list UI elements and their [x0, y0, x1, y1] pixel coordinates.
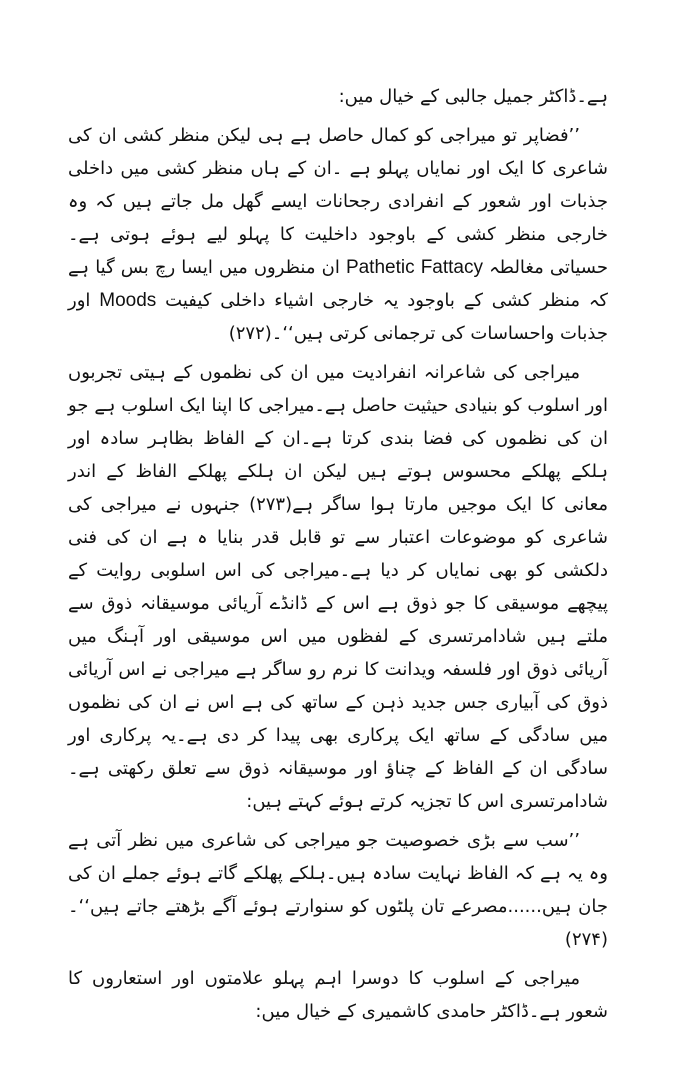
paragraph-line: موسیقی اور آہنگ میں آریائی ذوق اور فلسفہ ویدانت کا نرم رو ساگر ہے میراجی نے اس آریائی: [68, 626, 608, 680]
body-paragraph: [68, 356, 608, 818]
document-page: [68, 80, 608, 1034]
quote-paragraph: [68, 119, 608, 350]
paragraph-line: کاشمیری کے خیال میں:: [255, 1001, 431, 1022]
quote-line: اور جذبات واحساسات کی ترجمانی کرتی ہیں‘‘۔(۲۷۲): [68, 290, 608, 344]
text-line: ہے۔ڈاکٹر جمیل جالبی کے خیال میں:: [338, 86, 608, 107]
body-paragraph: [68, 962, 608, 1028]
english-term: Pathetic: [345, 257, 415, 278]
quote-line: ’’فضاپر تو میراجی کو کمال حاصل ہے ہی لیکن منظر کشی ان کی شاعری کا ایک اور نمایاں پہلو ہے: [68, 125, 608, 179]
paragraph-line: پرکاری بھی پیدا کر دی ہے۔یہ پرکاری اور سادگی ان کے الفاظ کے چناؤ اور موسیقانہ ذوق سے: [68, 725, 608, 779]
quote-line: آگے بڑھتے جاتے ہیں‘‘۔(۲۷۴): [68, 896, 608, 950]
quote-line: ’’سب سے بڑی خصوصیت جو میراجی کی شاعری میں نظر آتی ہے وہ یہ ہے کہ الفاظ نہایت: [68, 830, 608, 884]
paragraph-line: میراجی کے اسلوب کا دوسرا اہم پہلو علامتوں اور استعاروں کا شعور ہے۔ڈاکٹر حامدی: [68, 968, 608, 1022]
paragraph-line: ہ ہے ان کی فنی دلکشی کو بھی نمایاں کر دیا ہے۔میراجی کی اس اسلوبی روایت کے پیچھے موسیقی کا جو: [68, 527, 608, 614]
paragraph-line: ذوق کی آبیاری جس جدید ذہن کے ساتھ کی ہے اس نے ان کی نظموں میں سادگی کے ساتھ ایک: [68, 692, 608, 746]
quote-paragraph: [68, 824, 608, 956]
quote-line: وہ خارجی منظر کشی کے باوجود داخلیت کا پہلو لیے ہوئے ہوتی ہے۔حسیاتی مغالطہ: [68, 191, 608, 278]
quote-line: ۔ان کے ہاں منظر کشی میں داخلی جذبات اور شعور کے انفرادی رجحانات ایسے گھل مل جاتے ہیں کہ: [68, 158, 608, 212]
quote-line: ان منظروں میں ایسا رچ بس گیا ہے کہ منظر کشی کے باوجود یہ خارجی اشیاء داخلی: [68, 257, 608, 311]
quote-line: کیفیت: [165, 290, 212, 311]
quote-line: سادہ ہیں۔ہلکے پھلکے گاتے ہوئے جملے ان کی جان ہیں......مصرعے تان پلٹوں کو سنوارتے ہوئے: [68, 863, 608, 917]
paragraph-line: تعلق رکھتی ہے۔شادامرتسری اس کا تجزیہ کرتے ہوئے کہتے ہیں:: [68, 758, 608, 812]
english-term: Fattacy: [420, 257, 484, 278]
paragraph-line: میراجی کی شاعرانہ انفرادیت میں ان کی نظموں کے ہیتی تجربوں اور اسلوب کو بنیادی حیثیت: [68, 362, 608, 416]
paragraph-line: حاصل ہے۔میراجی کا اپنا ایک اسلوب ہے جو ان کی نظموں کی فضا بندی کرتا ہے۔ان کے الفاظ: [68, 395, 608, 449]
intro-paragraph: [68, 80, 608, 113]
paragraph-line: مارتا ہوا ساگر ہے(۲۷۳) جنہوں نے میراجی کی شاعری کو موضوعات اعتبار سے تو قابل قدر بنایا: [68, 494, 608, 548]
paragraph-line: بظاہر سادہ اور ہلکے پھلکے محسوس ہوتے ہیں لیکن ان ہلکے پھلکے الفاظ کے اندر معانی کا ایک موجیں: [68, 428, 608, 515]
english-term: Moods: [99, 290, 157, 311]
paragraph-line: ذوق ہے اس کے ڈانڈے آریائی موسیقانہ ذوق سے ملتے ہیں شادامرتسری کے لفظوں میں اس: [68, 593, 608, 647]
